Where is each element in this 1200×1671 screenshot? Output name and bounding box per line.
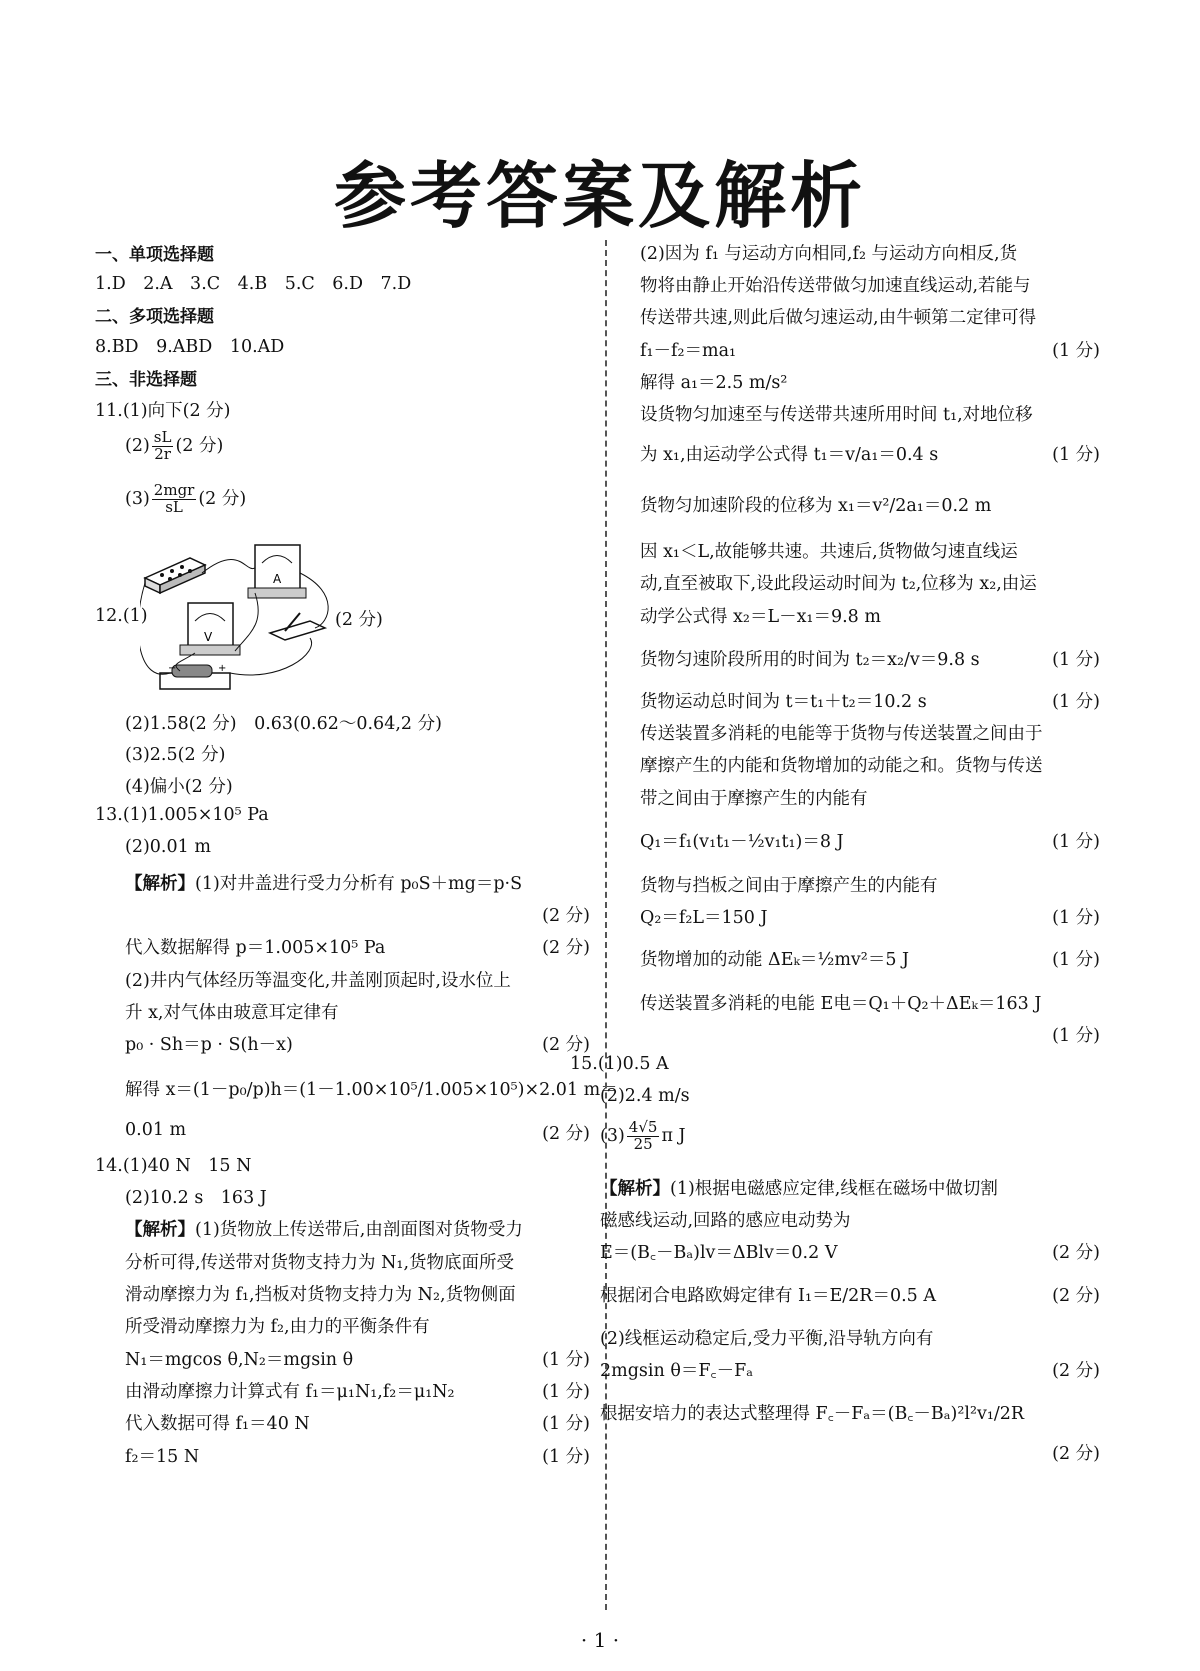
analysis-line: 根据闭合电路欧姆定律有 I₁＝E/2R＝0.5 A [600, 1286, 937, 1306]
answer-line: 14.(1)40 N 15 N [95, 1156, 252, 1176]
analysis-line: 滑动摩擦力为 f₁,挡板对货物支持力为 N₂,货物侧面 [125, 1285, 516, 1305]
points: (1 分) [1052, 1026, 1100, 1046]
analysis-line: 2mgsin θ＝F꜀－Fₐ [600, 1361, 753, 1381]
analysis-line: 货物增加的动能 ΔEₖ＝½mv²＝5 J [640, 950, 910, 970]
analysis-line: 传送装置多消耗的电能 E电＝Q₁＋Q₂＋ΔEₖ＝163 J [640, 994, 1042, 1014]
points: (2 分) [542, 906, 590, 926]
analysis-line: 货物匀加速阶段的位移为 x₁＝v²/2a₁＝0.2 m [640, 496, 992, 516]
points: (1 分) [1052, 341, 1100, 361]
answer-line: (4)偏小(2 分) [125, 777, 233, 797]
analysis-line: 设货物匀加速至与传送带共速所用时间 t₁,对地位移 [640, 405, 1033, 425]
points: (2 分) [335, 610, 383, 630]
analysis-line: 货物运动总时间为 t＝t₁＋t₂＝10.2 s [640, 692, 927, 712]
circuit-diagram [140, 533, 340, 703]
answer-line: (2)10.2 s 163 J [125, 1188, 267, 1208]
page-title: 参考答案及解析 [333, 154, 866, 238]
analysis-line: f₂＝15 N [125, 1447, 200, 1467]
analysis-line: 解得 a₁＝2.5 m/s² [640, 373, 788, 393]
answer-line: (2)1.58(2 分) 0.63(0.62～0.64,2 分) [125, 714, 442, 734]
points: (1 分) [1052, 908, 1100, 928]
analysis-line: (2)线框运动稳定后,受力平衡,沿导轨方向有 [600, 1329, 934, 1349]
points: (1 分) [542, 1382, 590, 1402]
answer-line: 11.(1)向下(2 分) [95, 401, 231, 421]
svg-text:+: + [218, 663, 227, 674]
analysis-line: 因 x₁＜L,故能够共速。共速后,货物做匀速直线运 [640, 542, 1018, 562]
answer-line: (2) $\frac{sL}{2r}$ (2 分) [125, 428, 224, 463]
points: (1 分) [542, 1414, 590, 1434]
answer-line: (3) $\frac{\text{2mgr}}{sL}$ (2 分) [125, 481, 247, 516]
analysis-line: 动,直至被取下,设此段运动时间为 t₂,位移为 x₂,由运 [640, 574, 1037, 594]
analysis-line: 传送带共速,则此后做匀速运动,由牛顿第二定律可得 [640, 308, 1037, 328]
analysis-line: Q₁＝f₁(v₁t₁－½v₁t₁)＝8 J [640, 832, 844, 852]
analysis-line: 分析可得,传送带对货物支持力为 N₁,货物底面所受 [125, 1253, 515, 1273]
analysis-line: 货物与挡板之间由于摩擦产生的内能有 [640, 876, 938, 896]
analysis-line: 根据安培力的表达式整理得 F꜀－Fₐ＝(B꜀－Bₐ)²l²v₁/2R [600, 1404, 1025, 1424]
analysis-line: N₁＝mgcos θ,N₂＝mgsin θ [125, 1350, 354, 1370]
points: (1 分) [1052, 832, 1100, 852]
analysis-line: 所受滑动摩擦力为 f₂,由力的平衡条件有 [125, 1317, 430, 1337]
points: (2 分) [542, 1124, 590, 1144]
points: (2 分) [1052, 1243, 1100, 1263]
analysis-line: 物将由静止开始沿传送带做匀加速直线运动,若能与 [640, 276, 1031, 296]
analysis-line: 传送装置多消耗的电能等于货物与传送装置之间由于 [640, 724, 1043, 744]
points: (2 分) [1052, 1286, 1100, 1306]
answer-line: 13.(1)1.005×10⁵ Pa [95, 805, 269, 825]
answer-line: 12.(1) [95, 606, 148, 626]
page-number: · 1 · [580, 1628, 620, 1652]
analysis-line: 【解析】(1)根据电磁感应定律,线框在磁场中做切割 [600, 1179, 998, 1199]
analysis-line: 【解析】(1)货物放上传送带后,由剖面图对货物受力 [125, 1220, 523, 1240]
points: (1 分) [1052, 445, 1100, 465]
section-heading: 二、多项选择题 [95, 307, 214, 327]
svg-text:A: A [273, 572, 282, 586]
answer-line: (3)2.5(2 分) [125, 745, 226, 765]
analysis-line: 摩擦产生的内能和货物增加的动能之和。货物与传送 [640, 756, 1043, 776]
answer-line: 1.D 2.A 3.C 4.B 5.C 6.D 7.D [95, 274, 412, 294]
points: (2 分) [542, 1035, 590, 1055]
analysis-line: 解得 x＝(1－p₀/p)h＝(1－1.00×10⁵/1.005×10⁵)×2.01 m＝ [125, 1080, 618, 1100]
points: (2 分) [1052, 1444, 1100, 1464]
section-heading: 三、非选择题 [95, 370, 197, 390]
analysis-line: 代入数据解得 p＝1.005×10⁵ Pa [125, 938, 386, 958]
svg-text:−: − [168, 663, 177, 674]
analysis-line: 为 x₁,由运动学公式得 t₁＝v/a₁＝0.4 s [640, 445, 939, 465]
analysis-line: (2)井内气体经历等温变化,井盖刚顶起时,设水位上 [125, 971, 511, 991]
analysis-line: 0.01 m [125, 1120, 187, 1140]
analysis-line: 【解析】(1)对井盖进行受力分析有 p₀S＋mg＝p·S [125, 874, 523, 894]
section-heading: 一、单项选择题 [95, 245, 214, 265]
points: (1 分) [542, 1350, 590, 1370]
points: (2 分) [542, 938, 590, 958]
points: (1 分) [1052, 692, 1100, 712]
points: (1 分) [542, 1447, 590, 1467]
answer-line: (2)2.4 m/s [600, 1086, 690, 1106]
analysis-line: Q₂＝f₂L＝150 J [640, 908, 768, 928]
analysis-line: 升 x,对气体由玻意耳定律有 [125, 1003, 339, 1023]
analysis-line: E＝(B꜀－Bₐ)lv＝ΔBlv＝0.2 V [600, 1243, 838, 1263]
analysis-line: 带之间由于摩擦产生的内能有 [640, 789, 868, 809]
analysis-line: 货物匀速阶段所用的时间为 t₂＝x₂/v＝9.8 s [640, 650, 980, 670]
analysis-line: (2)因为 f₁ 与运动方向相同,f₂ 与运动方向相反,货 [640, 244, 1018, 264]
analysis-line: 动学公式得 x₂＝L－x₁＝9.8 m [640, 607, 881, 627]
analysis-line: f₁－f₂＝ma₁ [640, 341, 737, 361]
answer-line: 8.BD 9.ABD 10.AD [95, 337, 285, 357]
points: (2 分) [1052, 1361, 1100, 1381]
analysis-line: 由滑动摩擦力计算式有 f₁＝μ₁N₁,f₂＝μ₁N₂ [125, 1382, 455, 1402]
analysis-line: p₀ · Sh＝p · S(h－x) [125, 1035, 293, 1055]
analysis-line: 代入数据可得 f₁＝40 N [125, 1414, 310, 1434]
analysis-line: 磁感线运动,回路的感应电动势为 [600, 1211, 851, 1231]
answer-line: (2)0.01 m [125, 837, 211, 857]
answer-line: (3) $\frac{4√5}{25}$ π J [600, 1118, 686, 1153]
points: (1 分) [1052, 950, 1100, 970]
svg-text:V: V [204, 630, 213, 644]
answer-line: 15.(1)0.5 A [570, 1054, 669, 1074]
points: (1 分) [1052, 650, 1100, 670]
